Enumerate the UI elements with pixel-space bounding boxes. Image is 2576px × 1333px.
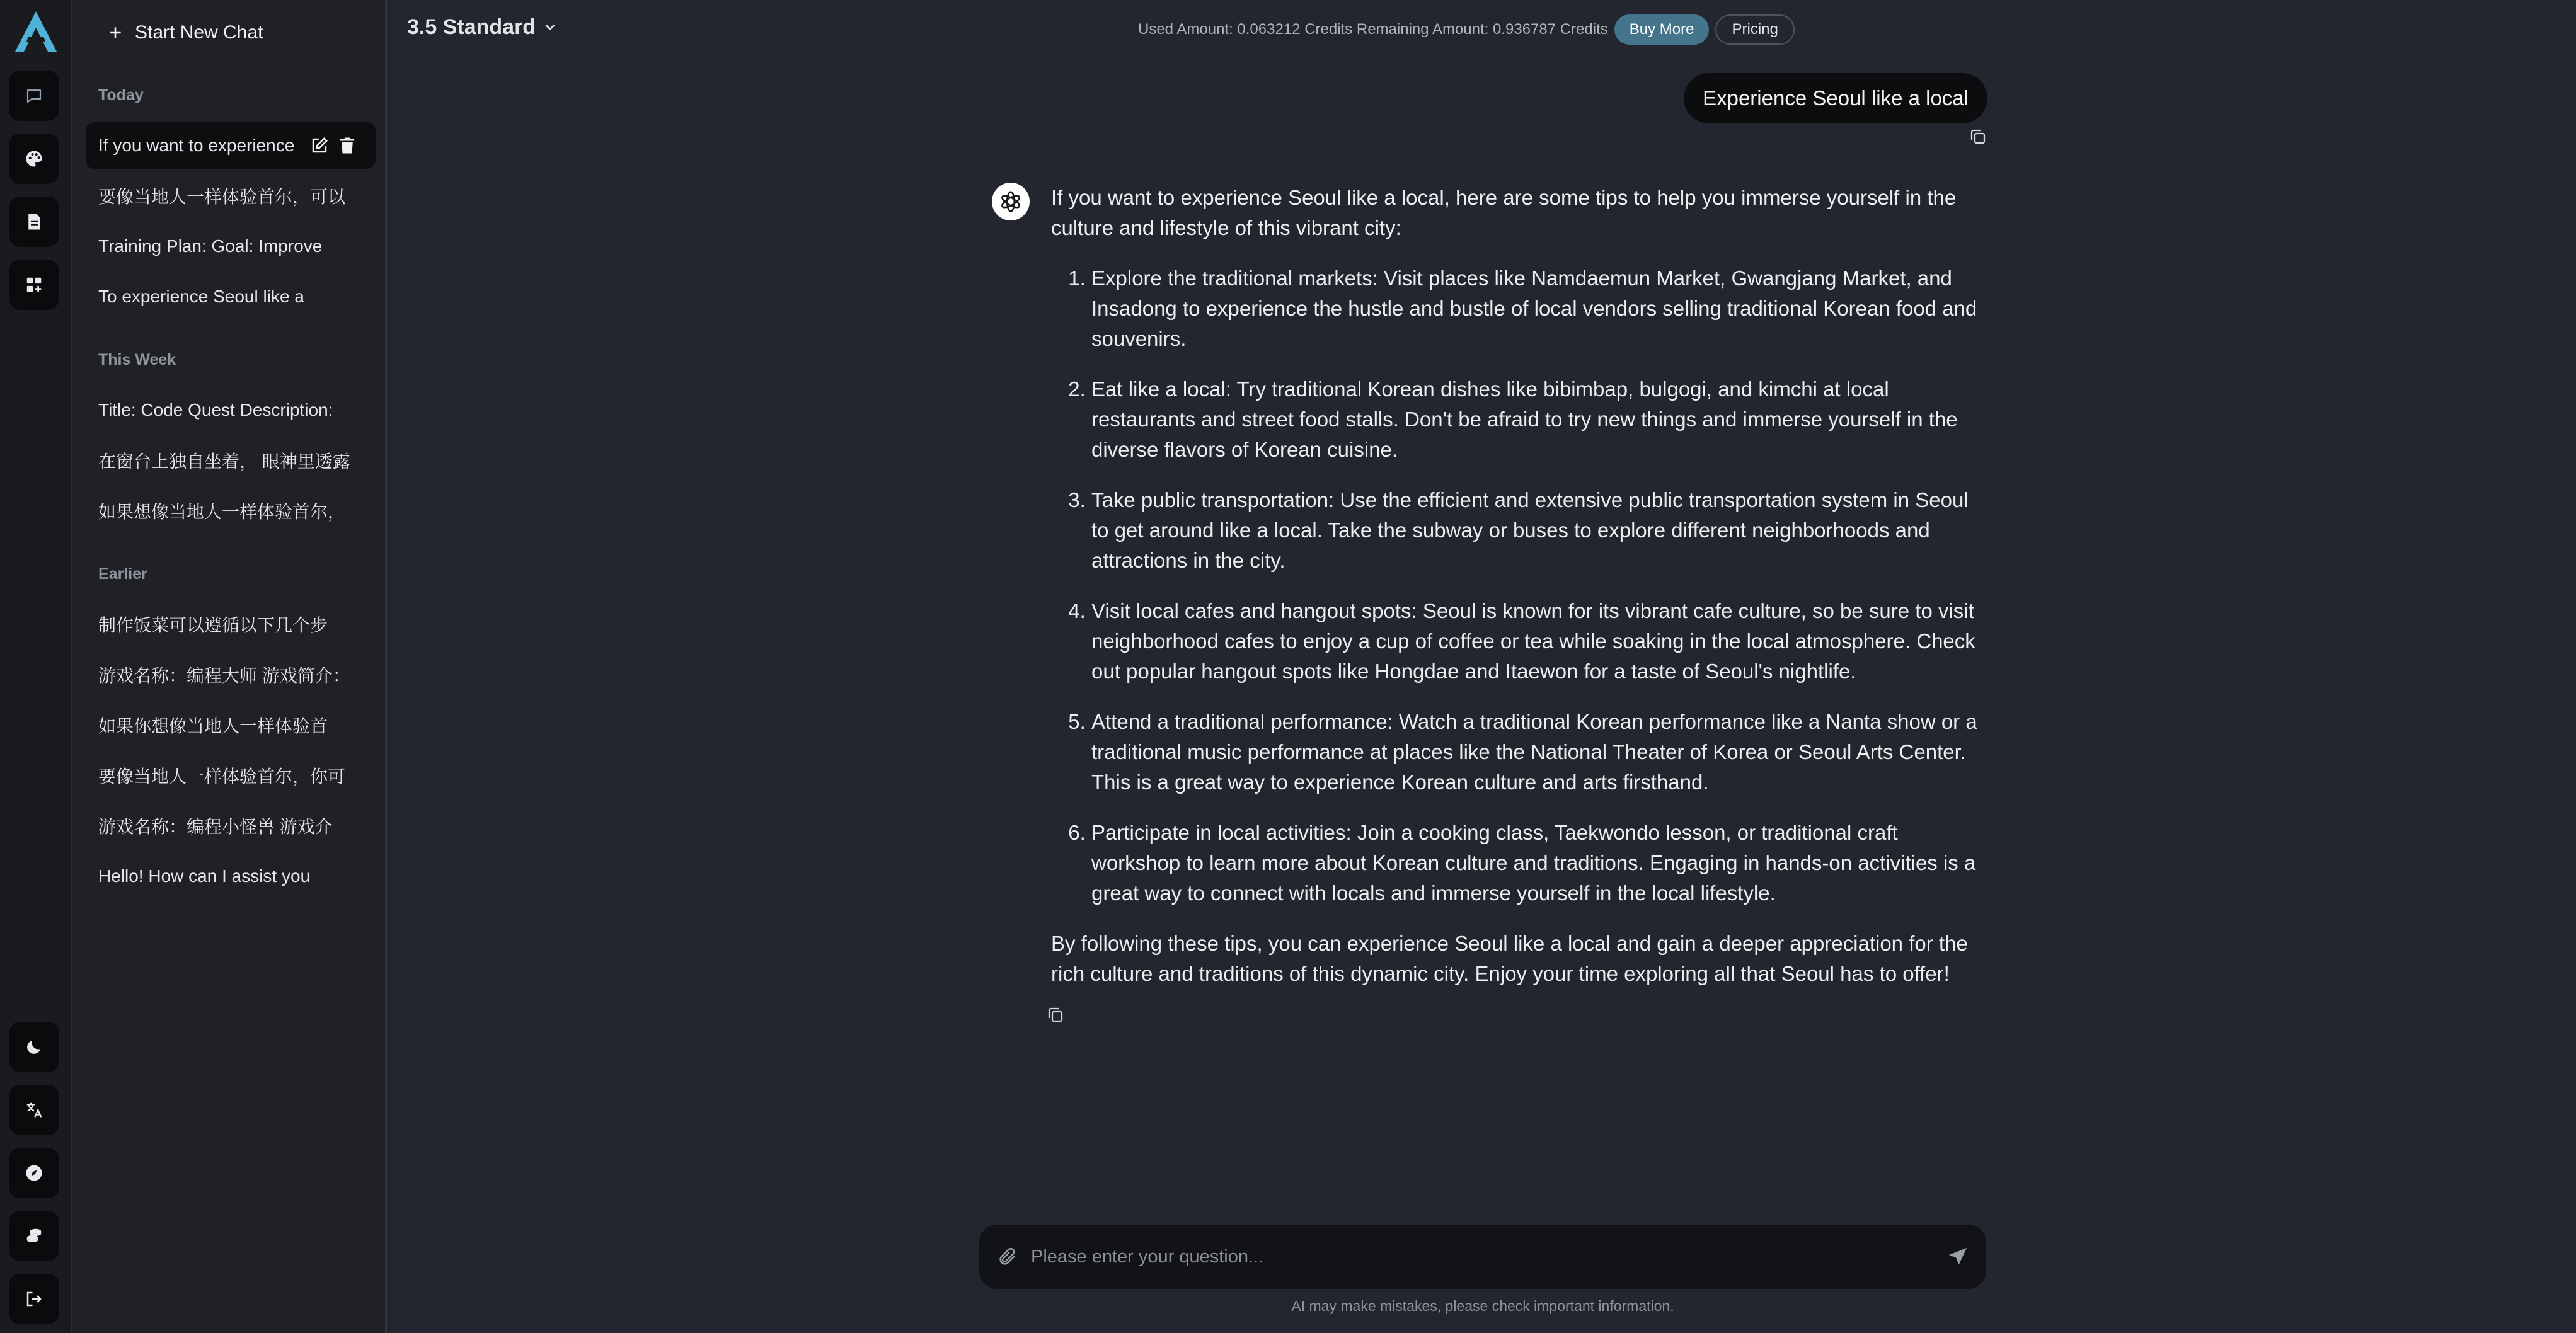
chat-history-item-label: 要像当地人一样体验首尔，你可 <box>98 767 346 786</box>
document-icon <box>25 212 43 231</box>
plus-icon <box>107 25 124 41</box>
question-input[interactable] <box>1031 1247 1947 1267</box>
chat-history-item[interactable] <box>86 122 376 169</box>
chat-history-item[interactable] <box>86 223 376 270</box>
chat-input-bar <box>979 1225 1986 1289</box>
model-selector[interactable] <box>407 13 558 42</box>
tip-item: 2. Eat like a local: Try traditional Korean dishes like bibimbap, bulgogi, and kimchi at local restaurants and street food stalls. Don't be afraid to try new things and immerse yourself in the diverse flavors of Korean cuisine. <box>1091 374 1977 465</box>
group-label-this-week: This Week <box>98 351 176 369</box>
paperclip-icon[interactable] <box>997 1246 1018 1267</box>
chat-history-item-label: If you want to experience <box>98 135 295 155</box>
tip-item: 5. Attend a traditional performance: Watch a traditional Korean performance like a Nanta show or a traditional music performance at places like the National Theater of Korea or Seoul Arts Center. This is a great way to experience Korean culture and arts firsthand. <box>1091 707 1977 798</box>
apps-grid-icon <box>25 275 43 294</box>
model-name: 3.5 Standard <box>407 14 536 39</box>
chat-history-item[interactable] <box>86 651 376 698</box>
chat-history-item-label: 在窗台上独自坐着， 眼神里透露 <box>98 452 350 471</box>
chat-history-item[interactable] <box>86 752 376 799</box>
chat-history-item-label: 游戏名称：编程大师 游戏简介： <box>98 666 350 685</box>
group-label-earlier: Earlier <box>98 565 147 583</box>
copy-icon[interactable] <box>1969 127 1987 146</box>
coins-icon <box>25 1227 43 1245</box>
document-nav-button[interactable] <box>9 197 59 247</box>
chat-history-item[interactable] <box>86 803 376 849</box>
start-new-chat-label: Start New Chat <box>135 22 263 43</box>
credits-text: Used Amount: 0.063212 Credits Remaining Amount: 0.936787 Credits <box>1138 21 1608 38</box>
chat-history-item-label: Training Plan: Goal: Improve <box>98 236 323 256</box>
chat-history-item-label: 游戏名称：编程小怪兽 游戏介 <box>98 817 333 837</box>
brand-logo[interactable] <box>11 9 60 54</box>
send-icon[interactable] <box>1947 1246 1969 1267</box>
explore-button[interactable] <box>9 1148 59 1198</box>
credits-bar <box>1138 14 1795 45</box>
chat-history-item[interactable] <box>86 387 376 433</box>
chat-history-item-label: 如果想像当地人一样体验首尔， <box>98 502 346 522</box>
buy-more-button[interactable]: Buy More <box>1614 14 1710 45</box>
tip-item: 6. Participate in local activities: Join a cooking class, Taekwondo lesson, or traditional craft workshop to learn more about Korean culture and traditions. Engaging in hands-on activities is a great way to connect with locals and immerse yourself in the local lifestyle. <box>1091 818 1977 908</box>
chat-history-item-label: Title: Code Quest Description: <box>98 400 333 420</box>
chat-history-item[interactable] <box>86 173 376 219</box>
chat-history-item[interactable] <box>86 853 376 900</box>
edit-icon[interactable] <box>310 136 329 155</box>
language-button[interactable] <box>9 1085 59 1135</box>
start-new-chat-button[interactable] <box>107 18 263 48</box>
moon-icon <box>25 1038 43 1056</box>
pricing-button[interactable]: Pricing <box>1715 14 1794 45</box>
chat-history-sidebar <box>72 0 387 1333</box>
draw-nav-button[interactable] <box>9 134 59 184</box>
assistant-avatar <box>992 183 1030 220</box>
icon-rail <box>0 0 72 1333</box>
copy-icon[interactable] <box>1046 1005 1065 1024</box>
tips-list <box>1051 263 1977 908</box>
chat-history-item-label: To experience Seoul like a <box>98 287 304 306</box>
credits-button[interactable] <box>9 1211 59 1261</box>
disclaimer-text: AI may make mistakes, please check important information. <box>1291 1298 1674 1314</box>
palette-icon <box>25 149 43 168</box>
openai-logo-icon <box>996 187 1025 216</box>
chat-history-item-label: Hello! How can I assist you <box>98 866 311 886</box>
chat-history-item-label: 要像当地人一样体验首尔，可以 <box>98 187 346 207</box>
chat-item-actions <box>310 136 357 155</box>
tip-item: 3. Take public transportation: Use the efficient and extensive public transportation system in Seoul to get around like a local. Take the subway or buses to explore different neighborhoods and attractions in the city. <box>1091 485 1977 576</box>
chat-history-item[interactable] <box>86 601 376 648</box>
chat-history-item-label: 如果你想像当地人一样体验首 <box>98 716 328 736</box>
chevron-down-icon <box>542 19 558 35</box>
logout-button[interactable] <box>9 1274 59 1324</box>
chat-nav-button[interactable] <box>9 71 59 121</box>
logout-icon <box>25 1290 43 1308</box>
chat-history-item[interactable] <box>86 488 376 534</box>
chat-history-item-label: 制作饭菜可以遵循以下几个步 <box>98 615 328 635</box>
answer-outro: By following these tips, you can experience Seoul like a local and gain a deeper appreciation for the rich culture and traditions of this dynamic city. Enjoy your time exploring all that Seoul has to offer! <box>1051 932 1968 985</box>
chat-bubble-icon <box>25 86 43 105</box>
assistant-message <box>1051 183 1977 989</box>
tip-item: 4. Visit local cafes and hangout spots: Seoul is known for its vibrant cafe culture, so be sure to visit neighborhood cafes to enjoy a cup of coffee or tea while soaking in the local atmosphere. Check out popular hangout spots like Hongdae and Itaewon for a taste of Seoul's nightlife. <box>1091 596 1977 687</box>
theme-toggle-button[interactable] <box>9 1022 59 1072</box>
group-label-today: Today <box>98 86 144 104</box>
chat-history-item[interactable] <box>86 702 376 748</box>
chat-history-item[interactable] <box>86 437 376 484</box>
translate-icon <box>25 1101 43 1119</box>
answer-intro: If you want to experience Seoul like a local, here are some tips to help you immerse yourself in the culture and lifestyle of this vibrant city: <box>1051 186 1957 239</box>
user-message-bubble: Experience Seoul like a local <box>1684 73 1987 123</box>
chat-history-item[interactable] <box>86 273 376 320</box>
trash-icon[interactable] <box>338 136 357 155</box>
apps-nav-button[interactable] <box>9 260 59 310</box>
tip-item: 1. Explore the traditional markets: Visit places like Namdaemun Market, Gwangjang Market, and Insadong to experience the hustle and bustle of local vendors selling traditional Korean food and souvenirs. <box>1091 263 1977 354</box>
compass-icon <box>25 1164 43 1182</box>
